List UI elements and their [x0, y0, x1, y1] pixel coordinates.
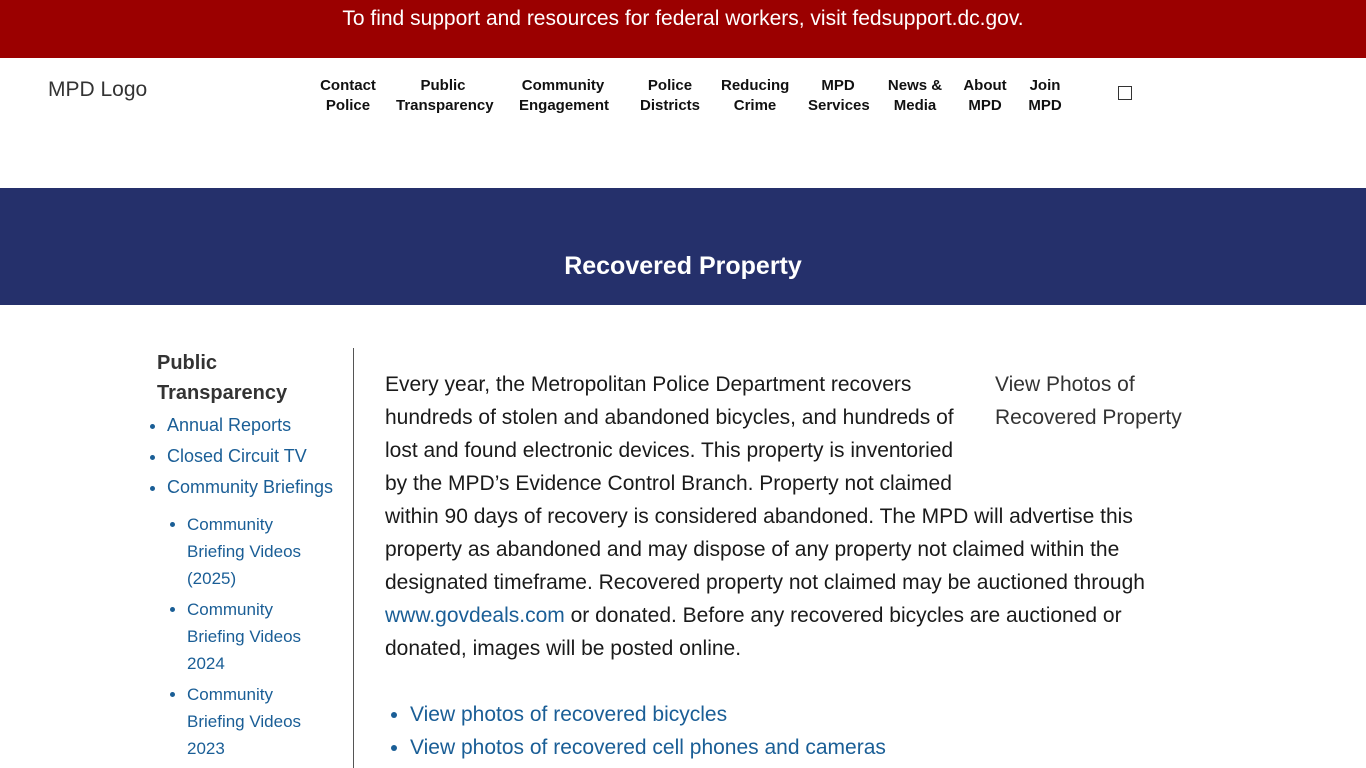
list-item [410, 698, 1205, 731]
page-banner [0, 188, 1366, 305]
nav-police-districts[interactable]: Police Districts [640, 77, 701, 114]
sidebar-sublink[interactable]: Community Briefing Videos (2025) [187, 515, 302, 588]
mpd-logo[interactable]: MPD Logo [48, 78, 148, 101]
sidebar-divider [353, 348, 354, 768]
photo-links-list [410, 698, 1205, 764]
sidebar-subitem [187, 681, 317, 762]
alert-text[interactable]: To find support and resources for federal workers, visit fedsupport.dc.gov. [342, 7, 1024, 30]
phones-cameras-photos-link[interactable]: View photos of recovered cell phones and cameras [410, 736, 886, 759]
page-title: Recovered Property [564, 252, 802, 280]
sidebar-item-community-briefings [167, 472, 347, 762]
sidebar-title: Public Transparency [157, 352, 288, 404]
sidebar-sublink[interactable]: Community Briefing Videos 2023 [187, 685, 302, 758]
alert-banner [0, 0, 1366, 58]
sidebar-item-annual-reports [167, 410, 347, 441]
site-header [0, 58, 1366, 188]
search-icon[interactable] [1118, 86, 1132, 100]
nav-reducing-crime[interactable]: Reducing Crime [721, 77, 790, 114]
recovered-property-photo[interactable]: View Photos of Recovered Property [995, 373, 1182, 429]
nav-community-engagement[interactable]: Community Engagement [519, 77, 610, 114]
nav-about-mpd[interactable]: About MPD [963, 77, 1007, 114]
nav-join-mpd[interactable]: Join MPD [1028, 77, 1062, 114]
govdeals-link[interactable]: www.govdeals.com [385, 604, 565, 627]
nav-contact-police[interactable]: Contact Police [320, 77, 376, 114]
sidebar-list [167, 410, 347, 762]
bicycles-photos-link[interactable]: View photos of recovered bicycles [410, 703, 728, 726]
sidebar-sublist [187, 511, 347, 762]
sidebar-subitem [187, 596, 317, 677]
sidebar-link[interactable]: Community Briefings [167, 477, 334, 497]
list-item [410, 731, 1205, 764]
nav-news-media[interactable]: News & Media [887, 77, 943, 114]
nav-public-transparency[interactable]: Public Transparency [396, 77, 494, 114]
sidebar-link[interactable]: Closed Circuit TV [167, 446, 307, 466]
sidebar-sublink[interactable]: Community Briefing Videos 2024 [187, 600, 302, 673]
intro-text-end: or donated. Before any recovered bicycles are auctioned or donated, images will be posted online. [385, 604, 1122, 660]
sidebar [157, 348, 347, 766]
intro-text: Every year, the Metropolitan Police Department recovers hundreds of stolen and abandoned bicycles, and hundreds of lost and found electronic devices. This property is inventoried by the MPD’s Evidence Control Branch. Property not claimed within 90 days of recovery is considered abandoned. The MPD will advertise this property as abandoned and may dispose of any property not claimed within the designated timeframe. Recovered property not claimed may be auctioned through [385, 373, 1145, 594]
sidebar-subitem [187, 511, 317, 592]
nav-mpd-services[interactable]: MPD Services [808, 77, 870, 114]
main-content [385, 368, 1205, 764]
sidebar-link[interactable]: Annual Reports [167, 415, 292, 435]
sidebar-item-closed-circuit-tv [167, 441, 347, 472]
